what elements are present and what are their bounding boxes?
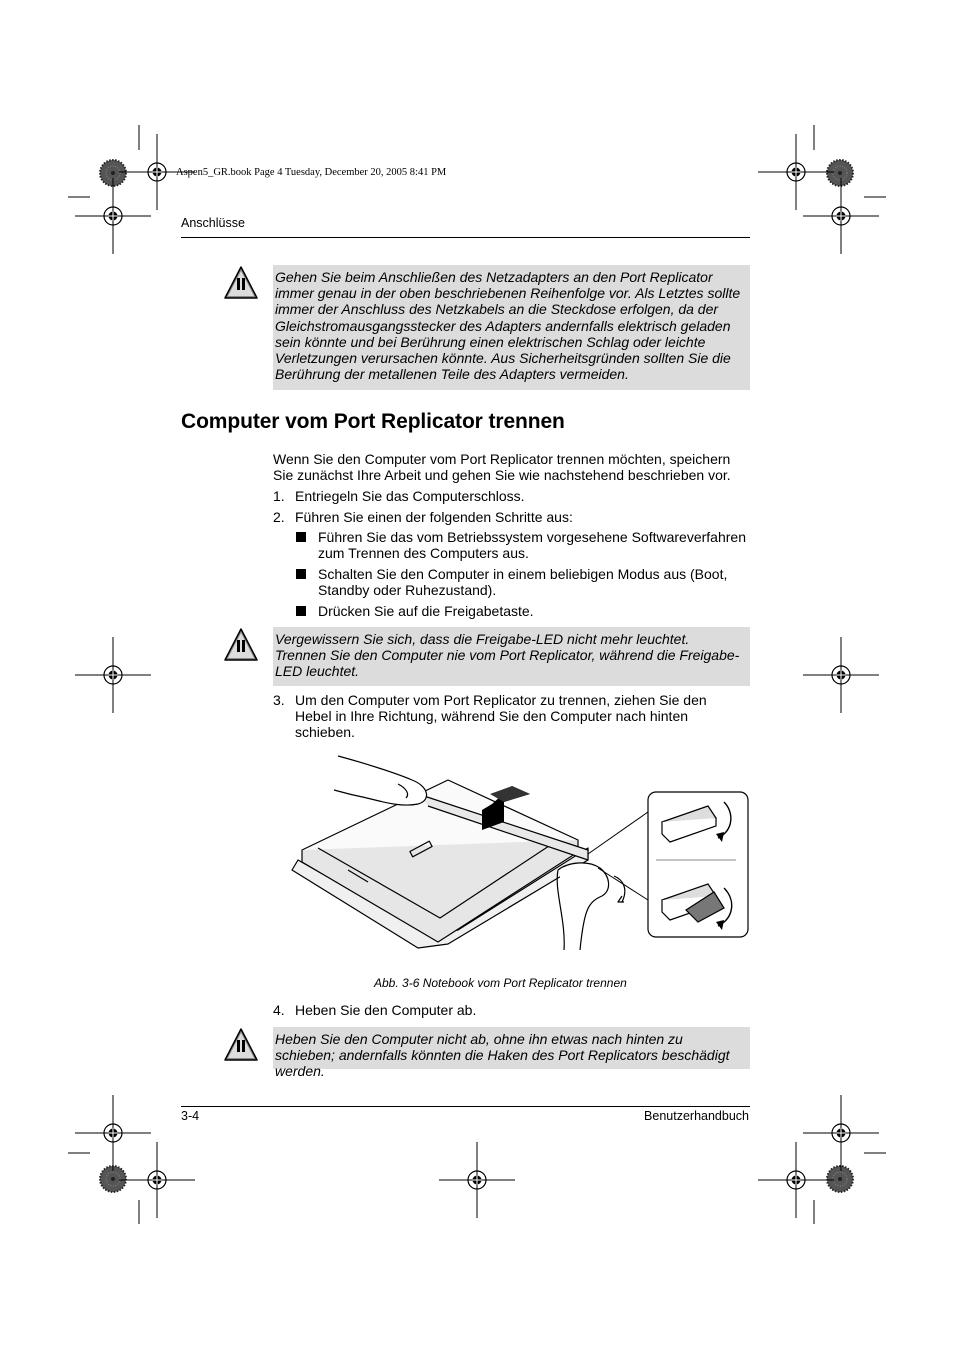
- bullet-item: Schalten Sie den Computer in einem beliebigen Modus aus (Boot, Standby oder Ruhezustand).: [318, 566, 728, 599]
- header-rule: [181, 237, 750, 238]
- page-number: 3-4: [181, 1109, 200, 1123]
- intro-paragraph: Wenn Sie den Computer vom Port Replicator trennen möchten, speichern Sie zunächst Ihre Arbeit und gehen Sie wie nachstehend beschrieben vor.: [273, 451, 731, 484]
- section-heading: Computer vom Port Replicator trennen: [181, 410, 565, 433]
- running-head: Anschlüsse: [181, 216, 245, 230]
- manual-title: Benutzerhandbuch: [644, 1109, 749, 1123]
- step-text: Um den Computer vom Port Replicator zu trennen, ziehen Sie den Hebel in Ihre Richtung, während Sie den Computer nach hinten schieben.: [295, 692, 707, 741]
- warning-icon: [223, 265, 259, 301]
- figure-caption: Abb. 3-6 Notebook vom Port Replicator trennen: [374, 976, 627, 990]
- step-text: Führen Sie einen der folgenden Schritte aus:: [295, 509, 573, 525]
- print-slug: Aspen5_GR.book Page 4 Tuesday, December 20, 2005 8:41 PM: [176, 167, 447, 178]
- warning-icon: [223, 627, 259, 663]
- bullet-marker: [296, 569, 306, 579]
- bullet-marker: [296, 532, 306, 542]
- warning-icon: [223, 1027, 259, 1063]
- bullet-item: Drücken Sie auf die Freigabetaste.: [318, 603, 534, 619]
- step-number: 3.: [273, 692, 285, 708]
- port-replicator-illustration: [288, 750, 750, 950]
- warning-box-led: Vergewissern Sie sich, dass die Freigabe-LED nicht mehr leuchtet. Trennen Sie den Computer nie vom Port Replicator, während die Freigabe-LED leuchtet.: [273, 627, 750, 686]
- footer-rule: [181, 1106, 750, 1107]
- step-text: Entriegeln Sie das Computerschloss.: [295, 488, 525, 504]
- bullet-item: Führen Sie das vom Betriebssystem vorgesehene Softwareverfahren zum Trennen des Computers aus.: [318, 529, 746, 562]
- step-text: Heben Sie den Computer ab.: [295, 1002, 477, 1018]
- warning-box-adapter: Gehen Sie beim Anschließen des Netzadapters an den Port Replicator immer genau in der oben beschriebenen Reihenfolge vor. Als Letztes sollte immer der Anschluss des Netzkabels an die Steckdose erfolgen, da der Gleichstromausgangsstecker des Adapters andernfalls elektrisch geladen sein könnte und bei Berührung einen elektrischen Schlag oder leichte Verletzungen verursachen könnte. Aus Sicherheitsgründen sollten Sie die Berührung der metallenen Teile des Adapters vermeiden.: [273, 265, 750, 390]
- warning-box-lift: Heben Sie den Computer nicht ab, ohne ihn etwas nach hinten zu schieben; andernfalls könnten die Haken des Port Replicators beschädigt werden.: [273, 1027, 750, 1069]
- step-number: 4.: [273, 1002, 285, 1018]
- bullet-marker: [296, 606, 306, 616]
- step-number: 2.: [273, 509, 285, 525]
- step-number: 1.: [273, 488, 285, 504]
